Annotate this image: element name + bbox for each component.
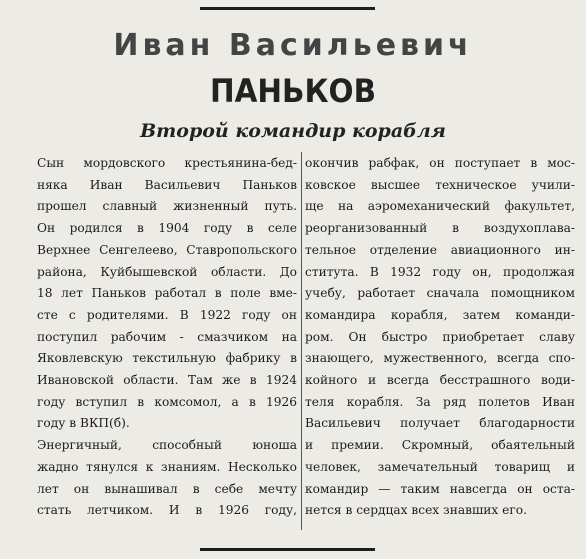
- text-line: Сын мордовского крестьянина-бед-: [37, 156, 297, 170]
- text-line: году в ВКП(б).: [37, 416, 130, 431]
- text-line: и премии. Скромный, обаятельный: [305, 438, 575, 453]
- text-line: окончив рабфак, он поступает в мос-: [305, 156, 575, 170]
- right-column: [305, 153, 575, 522]
- text-line: ром. Он быстро приобретает славу: [305, 329, 575, 344]
- person-name: Иван Васильевич: [113, 28, 473, 63]
- article-subtitle: Второй командир корабля: [140, 120, 446, 142]
- text-line: командира корабля, затем команди-: [305, 307, 575, 322]
- text-line: человек, замечательный товарищ и: [305, 459, 575, 474]
- text-line: района, Куйбышевской области. До: [37, 264, 297, 279]
- text-line: ще на аэромеханический факультет,: [305, 199, 575, 214]
- text-line: ковское высшее техническое учили-: [305, 177, 575, 192]
- text-line: Ивановской области. Там же в 1924: [37, 373, 297, 388]
- text-line: койного и всегда бесстрашного води-: [305, 373, 575, 388]
- text-line: Верхнее Сенгелеево, Ставропольского: [37, 242, 297, 257]
- text-line: прошел славный жизненный путь.: [37, 199, 297, 214]
- text-line: Яковлевскую текстильную фабрику в: [37, 351, 297, 366]
- text-line: стать летчиком. И в 1926 году,: [37, 503, 297, 518]
- text-line: сте с родителями. В 1922 году он: [37, 307, 297, 322]
- text-line: ститута. В 1932 году он, продолжая: [305, 264, 575, 279]
- bottom-rule: [200, 548, 375, 551]
- text-line: теля корабля. За ряд полетов Иван: [305, 394, 575, 409]
- text-line: Он родился в 1904 году в селе: [37, 221, 297, 236]
- text-line: жадно тянулся к знаниям. Несколько: [37, 459, 297, 474]
- text-line: реорганизованный в воздухоплава-: [305, 221, 575, 236]
- left-column: [37, 153, 297, 522]
- text-line: командир — таким навсегда он оста-: [305, 481, 575, 496]
- text-line: году вступил в комсомол, а в 1926: [37, 394, 297, 409]
- text-line: тельное отделение авиационного ин-: [305, 242, 575, 257]
- text-line: поступил рабочим - смазчиком на: [37, 329, 297, 344]
- text-line: няка Иван Васильевич Паньков: [37, 177, 297, 192]
- text-line: учебу, работает сначала помощником: [305, 286, 575, 301]
- person-surname: ПАНЬКОВ: [209, 72, 377, 110]
- text-line: нется в сердцах всех знавших его.: [305, 503, 527, 518]
- text-line: знающего, мужественного, всегда спо-: [305, 351, 575, 366]
- column-divider: [301, 152, 302, 530]
- top-rule: [200, 7, 375, 10]
- text-line: Энергичный, способный юноша: [37, 438, 297, 453]
- text-line: лет он вынашивал в себе мечту: [37, 481, 297, 496]
- text-line: Васильевич получает благодарности: [305, 416, 575, 431]
- text-line: 18 лет Паньков работал в поле вме-: [37, 286, 297, 301]
